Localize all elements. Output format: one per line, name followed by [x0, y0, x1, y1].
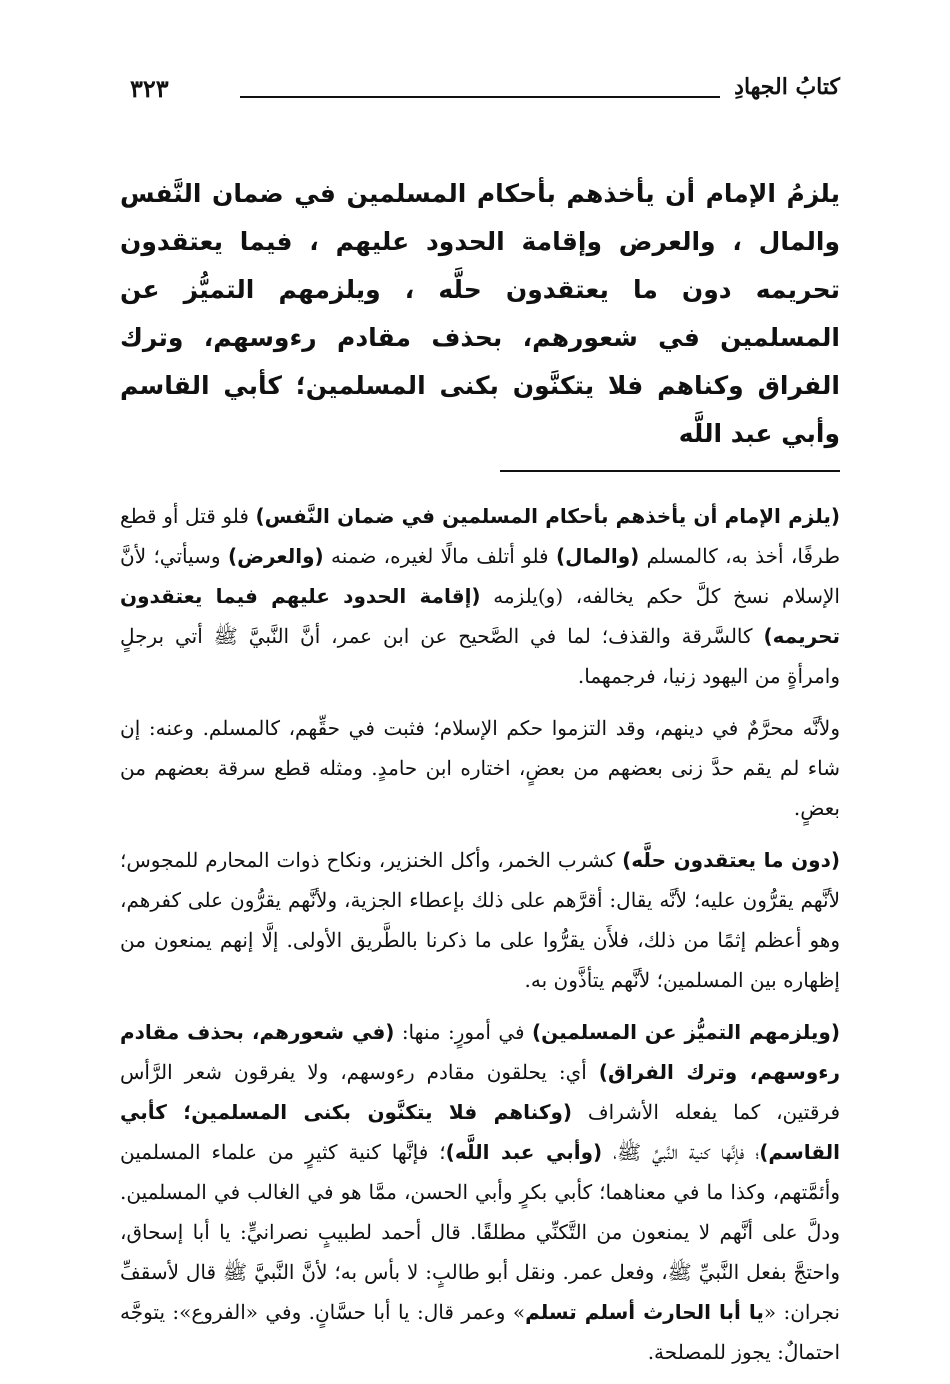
quoted-main-text: (والعرض): [227, 544, 324, 568]
quoted-main-text: (في شعورهم، بحذف مقادم رءوسهم، وترك الفراق): [120, 1020, 840, 1084]
commentary-text: ؛ فإنَّها كنية كثيرٍ من علماء المسلمين وأئمَّتهم، وكذا ما في معناهما؛ كأبي بكرٍ وأبي الحسن، ممَّا هو في الغالب في المسلمين. ودلَّ على أنَّهم لا يمنعون من التَّكنِّي مطلقًا. قال أحمد لطبيبٍ نصرانيٍّ: يا أبا إسحاق، واحتجَّ بفعل النَّبيِّ ﷺ، وفعل عمر. ونقل أبو طالبٍ: لا بأس به؛ لأنَّ النَّبيَّ ﷺ قال لأسقفِّ نجران: «: [120, 1140, 840, 1324]
quoted-main-text: (وكناهم فلا يتكنَّون بكنى المسلمين؛ كأبي القاسم): [120, 1100, 841, 1164]
header-rule: [240, 96, 720, 98]
quoted-main-text: (والمال): [555, 544, 640, 568]
commentary: [120, 496, 840, 1372]
quoted-main-text: (ويلزمهم التميُّز عن المسلمين): [531, 1020, 840, 1044]
commentary-text: فلو قتل أو قطع طرفًا، أخذ به، كالمسلم: [120, 504, 840, 568]
commentary-text: ؛ فإنَّها كنية النَّبيِّ ﷺ،: [602, 1140, 760, 1164]
commentary-text: » وعمر قال: يا أبا حسَّانٍ. وفي «الفروع»: يتوجَّه احتمالٌ: يجوز للمصلحة.: [120, 1300, 840, 1364]
quoted-main-text: (إقامة الحدود عليهم فيما يعتقدون تحريمه): [120, 584, 840, 648]
commentary-paragraph-3: [120, 840, 840, 1000]
main-text: يلزمُ الإمام أن يأخذهم بأحكام المسلمين في ضمان النَّفس والمال ، والعرض وإقامة الحدود عليهم ، فيما يعتقدون تحريمه دون ما يعتقدون حلَّه ، ويلزمهم التميُّز عن المسلمين في شعورهم، بحذف مقادم رءوسهم، وترك الفراق وكناهم فلا يتكنَّون بكنى المسلمين؛ كأبي القاسم وأبي عبد اللَّه: [120, 179, 840, 448]
quoted-main-text: (دون ما يعتقدون حلَّه): [622, 848, 840, 872]
commentary-text: أي: يحلقون مقادم رءوسهم، ولا يفرقون شعر الرَّأس فرقتين، كما يفعله الأشراف: [120, 1060, 841, 1124]
commentary-text: كالسَّرقة والقذف؛ لما في الصَّحيح عن ابن عمر، أنَّ النَّبيَّ ﷺ أتي برجلٍ وامرأةٍ من اليهود زنيا، فرجمهما.: [120, 624, 840, 688]
separator-rule: [500, 470, 840, 472]
commentary-text: في أمورٍ: منها:: [394, 1020, 532, 1044]
commentary-text: ولأنَّه محرَّمٌ في دينهم، وقد التزموا حكم الإسلام؛ فثبت في حقِّهم، كالمسلم. وعنه: إن شاء لم يقم حدَّ زنى بعضهم من بعضٍ، اختاره ابن حامدٍ. ومثله قطع سرقة بعضهم من بعضٍ.: [120, 716, 840, 820]
quoted-main-text: يا أبا الحارث أسلم تسلم: [525, 1300, 764, 1324]
page-number: ٣٢٣: [130, 74, 169, 103]
commentary-text: كشرب الخمر، وأكل الخنزير، ونكاح ذوات المحارم للمجوس؛ لأنَّهم يقرُّون عليه؛ لأنَّه يقال: أقرَّهم على ذلك بإعطاء الجزية، ولأنَّهم يقرُّون على كفرهم، وهو أعظم إثمًا من ذلك، فلأَن يقرُّوا على ما ذكرنا بالطَّريق الأولى. إلَّا إنهم يمنعون من إظهاره بين المسلمين؛ لأنَّهم يتأذَّون به.: [120, 848, 840, 992]
commentary-text: فلو أتلف مالًا لغيره، ضمنه: [323, 544, 556, 568]
page-header: [120, 70, 840, 120]
running-title: كتابُ الجهادِ: [734, 74, 840, 100]
commentary-text: وسيأتي؛ لأنَّ الإسلام نسخ كلَّ حكم يخالفه، (و)يلزمه: [120, 544, 840, 608]
book-page: [120, 70, 840, 1384]
commentary-paragraph-2: [120, 708, 840, 828]
quoted-main-text: (وأبي عبد اللَّه): [445, 1140, 603, 1164]
quoted-main-text: (يلزم الإمام أن يأخذهم بأحكام المسلمين في ضمان النَّفس): [255, 504, 841, 528]
commentary-paragraph-4: [120, 1012, 840, 1372]
commentary-paragraph-1: [120, 496, 840, 696]
